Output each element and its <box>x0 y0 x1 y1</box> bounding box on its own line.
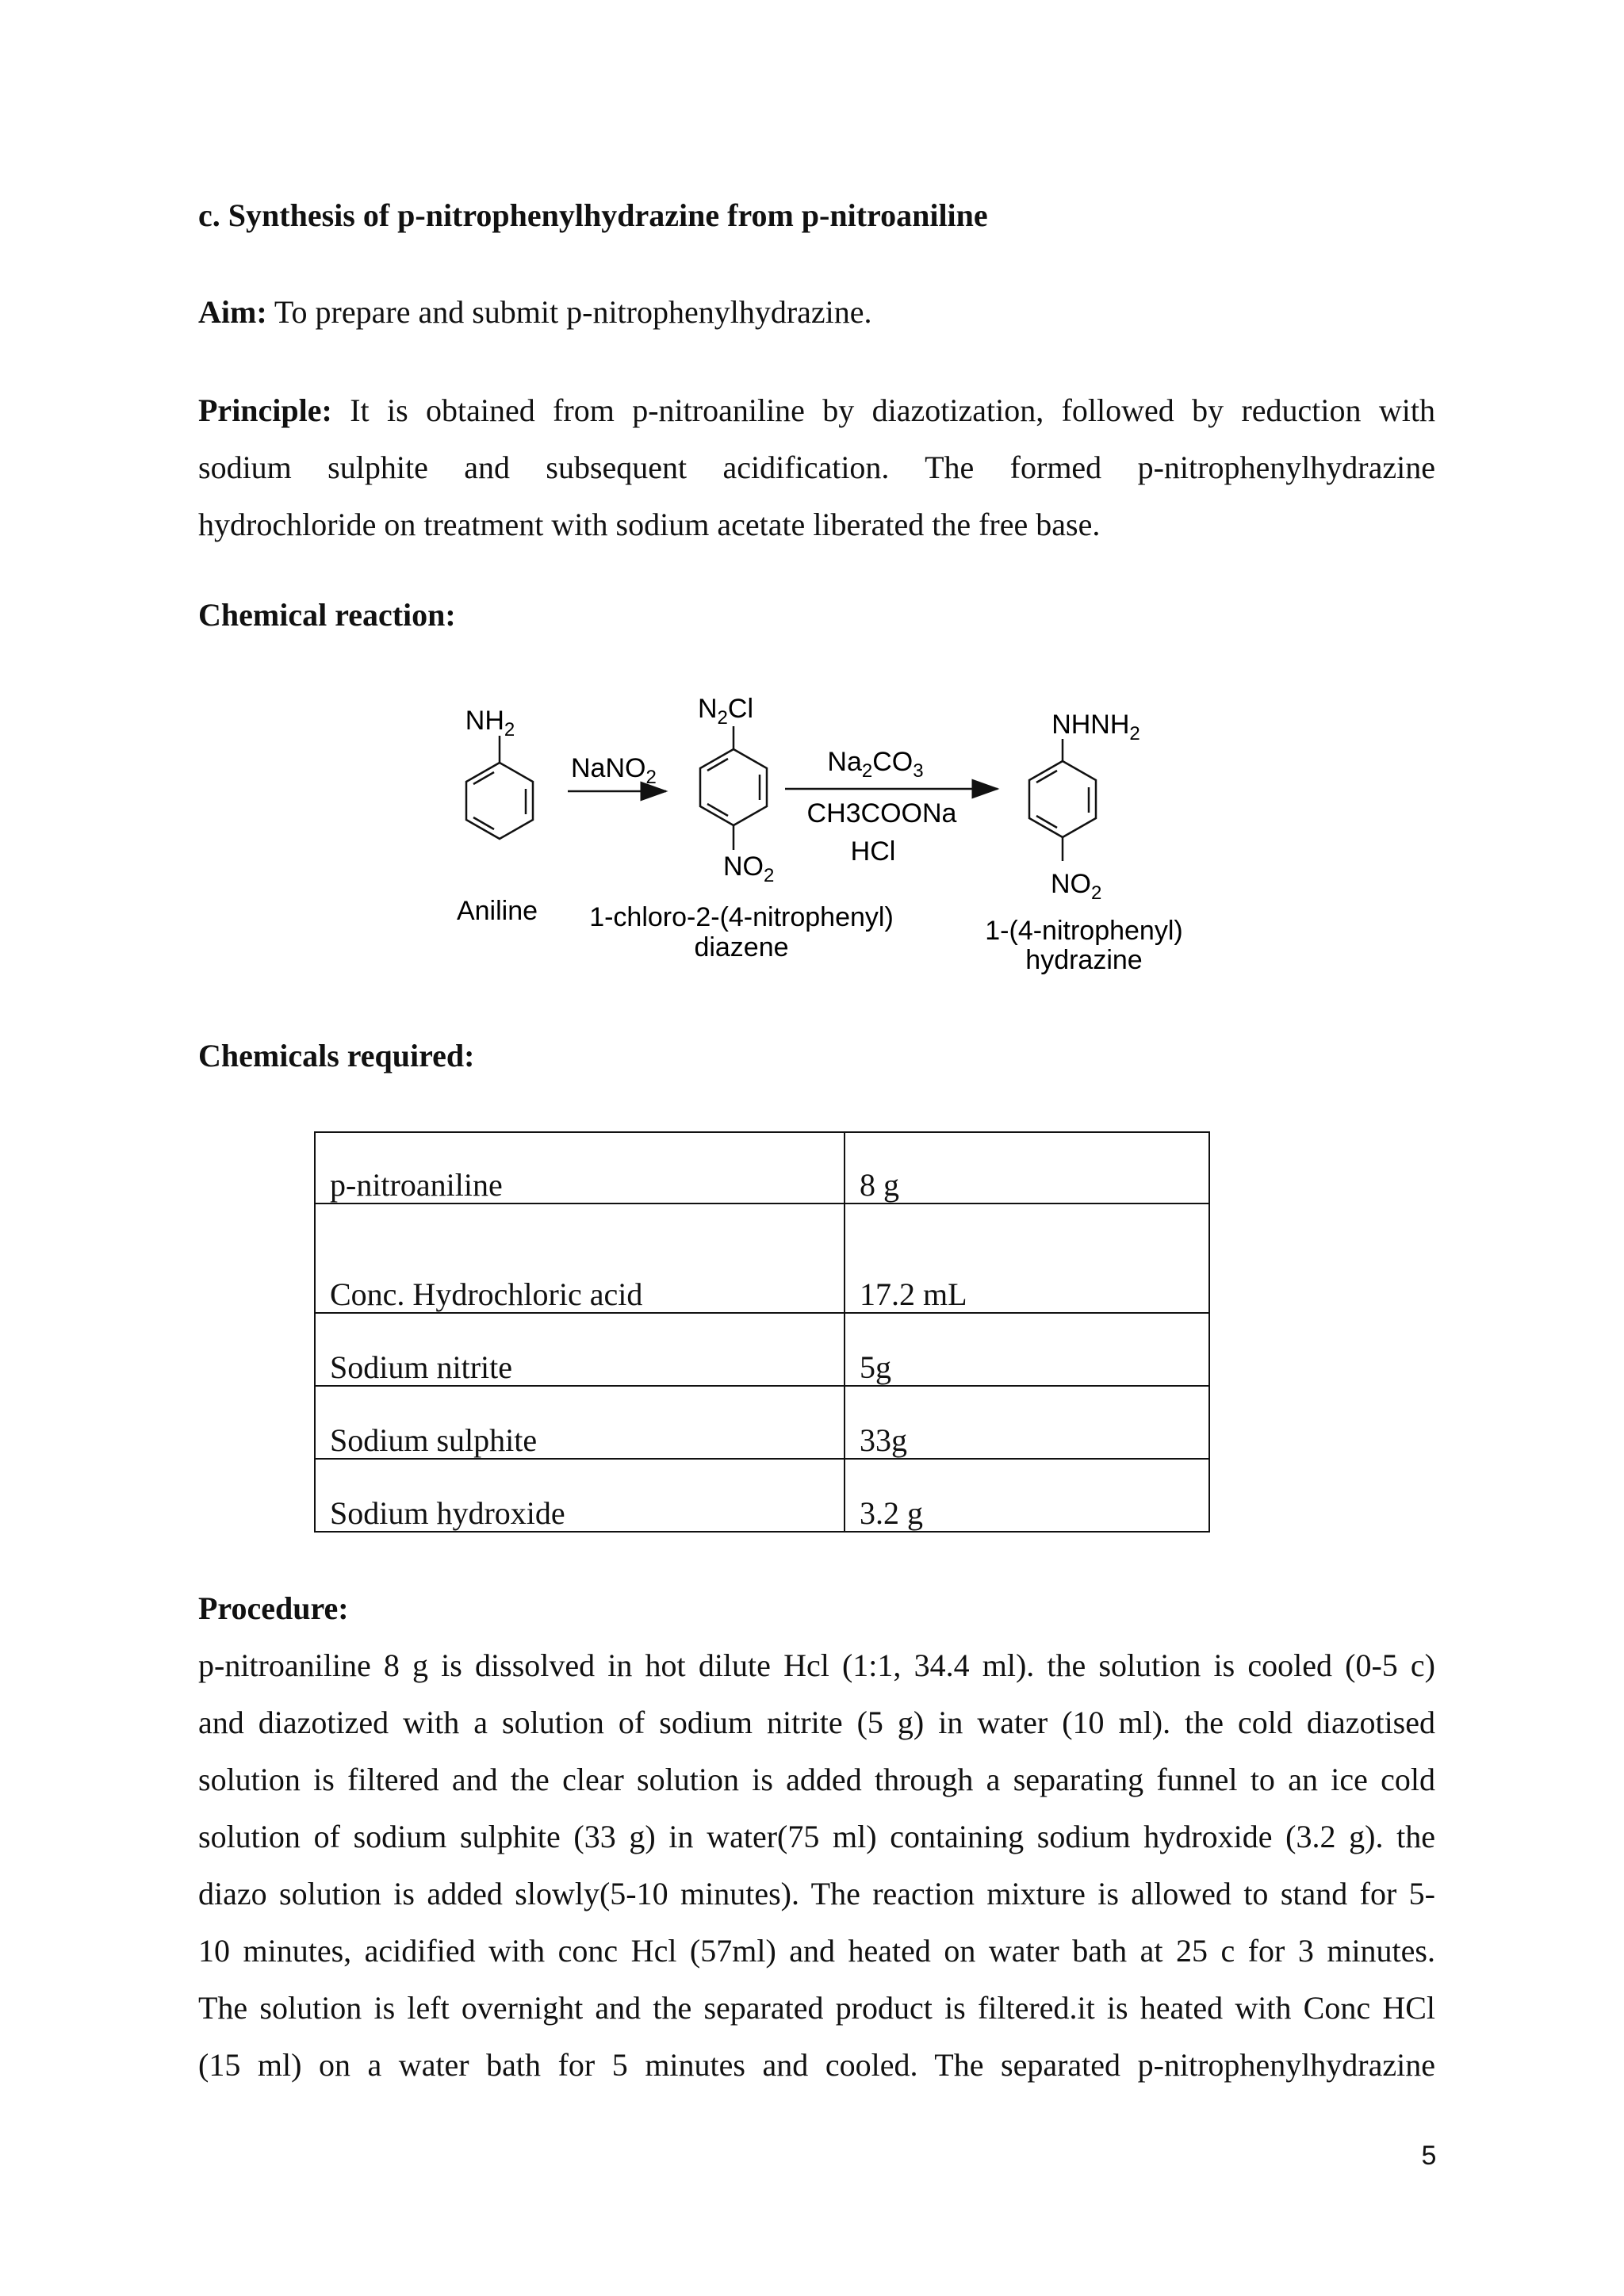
procedure-paragraph <box>198 1637 1435 2094</box>
chemical-name: Sodium hydroxide <box>315 1459 845 1532</box>
chemical-name: Conc. Hydrochloric acid <box>315 1203 845 1313</box>
procedure-line-2: and diazotized with a solution of sodium nitrite (5 g) in water (10 ml). the cold diazotised <box>198 1705 1435 1740</box>
chemicals-table <box>314 1131 1210 1533</box>
diazo-n2cl-label: $N_2Cl$ <box>697 694 754 729</box>
aniline-name: Aniline <box>456 896 538 926</box>
aim-label: Aim: <box>198 294 267 330</box>
procedure-line-6: 10 minutes, acidified with conc Hcl (57ml) and heated on water bath at 25 c for 3 minutes. <box>198 1933 1435 1969</box>
chemical-name: Sodium sulphite <box>315 1386 845 1459</box>
table-row <box>315 1459 1209 1532</box>
chemical-amount: 33g <box>845 1386 1209 1459</box>
reagent-na2co3: $Na_2CO_3$ <box>827 747 924 782</box>
procedure-line-7: The solution is left overnight and the separated product is filtered.it is heated with Conc HCl <box>198 1990 1435 2026</box>
diazo-ring <box>700 726 767 850</box>
reagent-hcl: HCl <box>850 836 896 867</box>
reagent-ch3coona: CH3COONa <box>806 798 957 828</box>
diazo-name-line-2: diazene <box>694 932 789 962</box>
page-number: 5 <box>1421 2141 1437 2171</box>
product-name-line-2: hydrazine <box>1025 945 1143 975</box>
principle-label: Principle: <box>198 392 332 428</box>
procedure-line-5: diazo solution is added slowly(5-10 minutes). The reaction mixture is allowed to stand for 5- <box>198 1876 1435 1911</box>
chemicals-required-heading: Chemicals required: <box>198 1038 475 1073</box>
chemical-amount: 5g <box>845 1313 1209 1386</box>
chemical-name: p-nitroaniline <box>315 1132 845 1203</box>
procedure-line-4: solution of sodium sulphite (33 g) in water(75 ml) containing sodium hydroxide (3.2 g). the <box>198 1819 1435 1854</box>
chemical-name: Sodium nitrite <box>315 1313 845 1386</box>
procedure-line-3: solution is filtered and the clear solution is added through a separating funnel to an ice cold <box>198 1762 1435 1797</box>
principle-line-3: hydrochloride on treatment with sodium acetate liberated the free base. <box>198 507 1101 542</box>
procedure-heading: Procedure: <box>198 1590 349 1626</box>
diazo-name-line-1: 1-chloro-2-(4-nitrophenyl) <box>589 902 894 932</box>
chemical-amount: 3.2 g <box>845 1459 1209 1532</box>
principle-line-2: sodium sulphite and subsequent acidification. The formed p-nitrophenylhydrazine <box>198 450 1435 485</box>
table-row <box>315 1203 1209 1313</box>
product-nitro-label: $NO_2$ <box>1051 869 1102 904</box>
section-title: c. Synthesis of p-nitrophenylhydrazine from p-nitroaniline <box>198 197 988 233</box>
diazo-nitro-label: $NO_2$ <box>723 851 775 886</box>
procedure-line-8: (15 ml) on a water bath for 5 minutes and cooled. The separated p-nitrophenylhydrazine <box>198 2047 1435 2083</box>
aniline-ring <box>466 736 533 839</box>
product-ring <box>1029 739 1096 861</box>
aim-text: To prepare and submit p-nitrophenylhydrazine. <box>266 294 872 330</box>
product-hydrazine-label: $NHNH_2$ <box>1051 710 1140 744</box>
product-name-line-1: 1-(4-nitrophenyl) <box>985 916 1183 946</box>
reagent-nano2: NaNO$_2$ <box>571 753 657 788</box>
table-row <box>315 1313 1209 1386</box>
chemical-amount: 17.2 mL <box>845 1203 1209 1313</box>
procedure-line-1: p-nitroaniline 8 g is dissolved in hot dilute Hcl (1:1, 34.4 ml). the solution is cooled (0-5 c) <box>198 1647 1435 1683</box>
principle-text-1: It is obtained from p-nitroaniline by diazotization, followed by reduction with <box>331 392 1435 428</box>
table-row <box>315 1386 1209 1459</box>
chemical-reaction-heading: Chemical reaction: <box>198 597 456 633</box>
chemical-amount: 8 g <box>845 1132 1209 1203</box>
table-row <box>315 1132 1209 1203</box>
aniline-amine-label: $NH_2$ <box>465 706 515 740</box>
